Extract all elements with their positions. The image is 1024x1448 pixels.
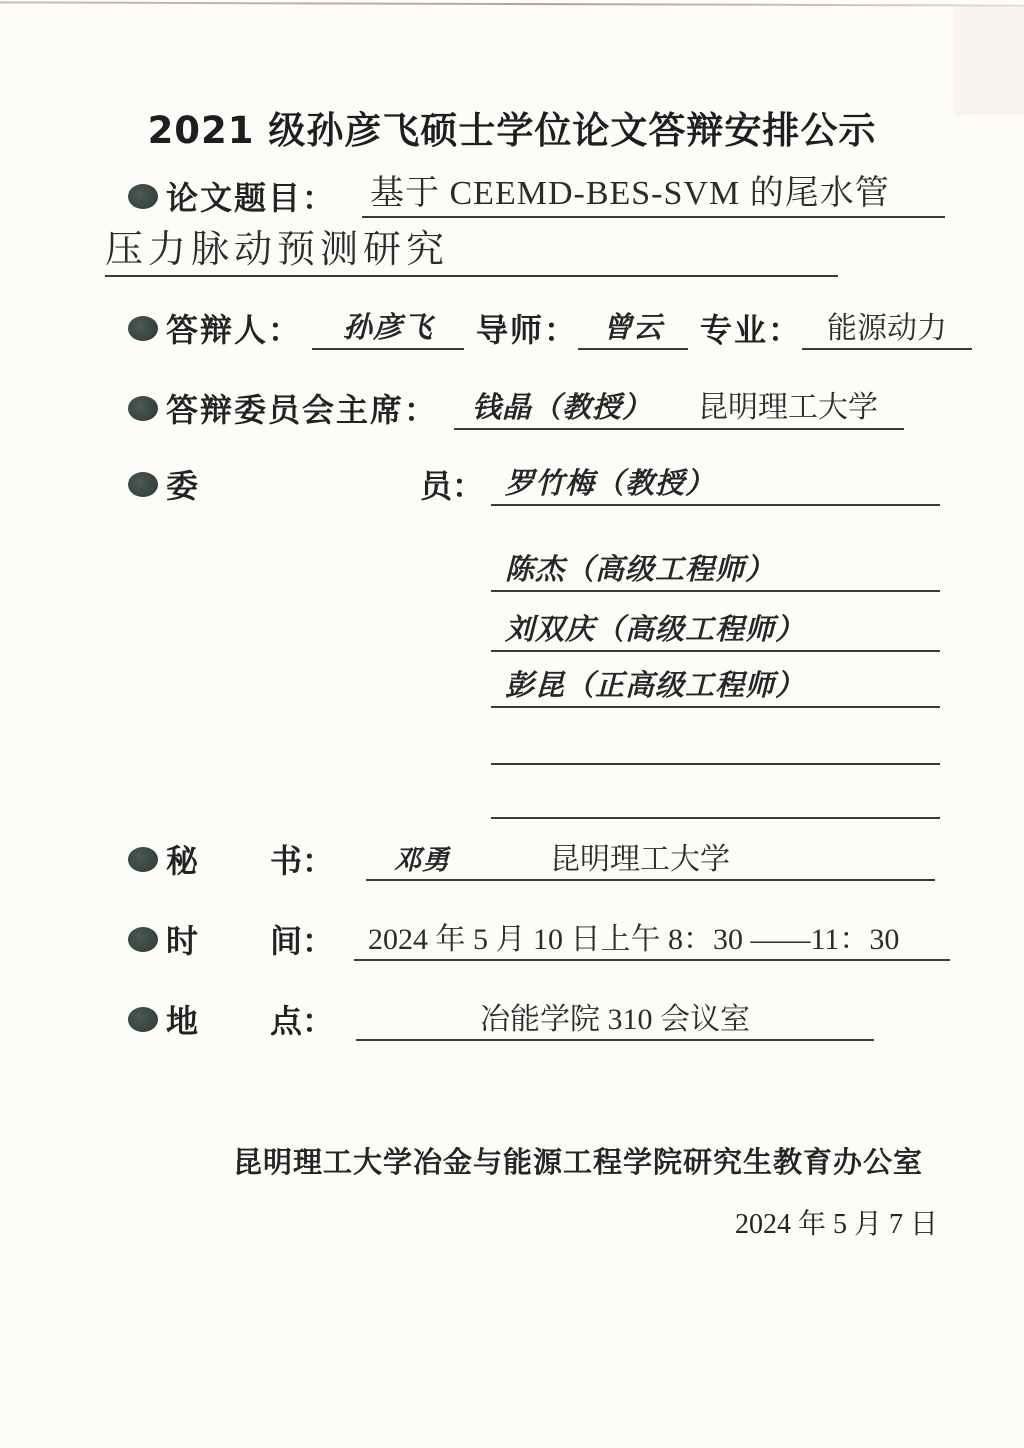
- location-value: 冶能学院 310 会议室: [480, 1003, 750, 1036]
- issuing-office: 昆明理工大学冶金与能源工程学院研究生教育办公室: [232, 1147, 923, 1179]
- thesis-title-label: 论文题目：: [166, 180, 337, 217]
- bullet-marker-icon: [128, 316, 158, 341]
- thesis-title-row-continued: [105, 226, 838, 277]
- committee-member-name: 彭昆（正高级工程师）: [505, 670, 806, 702]
- location-label-right: 点：: [269, 1003, 334, 1039]
- advisor-label: 导师：: [476, 312, 579, 348]
- blank-member-line: [491, 817, 940, 819]
- committee-members-row: [128, 466, 940, 506]
- time-label-right: 间：: [269, 923, 334, 959]
- committee-member-name: 刘双庆（高级工程师）: [505, 614, 806, 646]
- bullet-marker-icon: [128, 847, 158, 872]
- committee-label-right: 员：: [419, 468, 484, 504]
- time-row: [128, 920, 950, 961]
- defender-name: 孙彦飞: [343, 312, 434, 345]
- secretary-name: 邓勇: [394, 845, 450, 875]
- thesis-title-row: [128, 172, 945, 218]
- committee-chair-affiliation: 昆明理工大学: [698, 391, 879, 424]
- committee-member-line: [491, 668, 940, 708]
- location-label-left: 地: [166, 1003, 199, 1039]
- committee-member-name: 罗竹梅（教授）: [505, 468, 716, 501]
- time-label-left: 时: [166, 923, 199, 959]
- issue-date: 2024 年 5 月 7 日: [734, 1209, 938, 1240]
- advisor-name: 曾云: [603, 312, 664, 345]
- time-value: 2024 年 5 月 10 日上午 8：30 ——11：30: [368, 923, 900, 956]
- thesis-title-line2: 压力脉动预测研究: [105, 229, 450, 271]
- committee-chair-name: 钱晶（教授）: [472, 392, 653, 424]
- secretary-affiliation: 昆明理工大学: [550, 843, 730, 876]
- defender-row: [128, 309, 972, 350]
- committee-chair-label: 答辩委员会主席：: [166, 391, 439, 428]
- scan-edge-artifact: [0, 1, 1024, 6]
- secretary-row: [128, 840, 935, 881]
- page-title: 2021 级孙彦飞硕士学位论文答辩安排公示: [147, 109, 877, 152]
- bullet-marker-icon: [128, 396, 158, 421]
- committee-member-line: [491, 612, 940, 652]
- bullet-marker-icon: [128, 184, 158, 209]
- blank-member-line: [491, 763, 940, 765]
- committee-label-left: 委: [166, 468, 199, 504]
- location-row: [128, 1000, 874, 1041]
- bullet-marker-icon: [128, 472, 158, 497]
- scan-tint-artifact: [954, 5, 1024, 115]
- defender-label: 答辩人：: [166, 312, 303, 348]
- secretary-label-left: 秘: [166, 843, 199, 879]
- bullet-marker-icon: [128, 1007, 158, 1032]
- committee-member-line: [491, 552, 940, 592]
- secretary-label-right: 书：: [269, 843, 334, 879]
- bullet-marker-icon: [128, 927, 158, 952]
- major-label: 专业：: [700, 312, 803, 348]
- committee-member-name: 陈杰（高级工程师）: [505, 554, 776, 586]
- thesis-title-line1: 基于 CEEMD-BES-SVM 的尾水管: [370, 175, 890, 212]
- committee-chair-row: [128, 388, 904, 430]
- major-value: 能源动力: [827, 312, 948, 345]
